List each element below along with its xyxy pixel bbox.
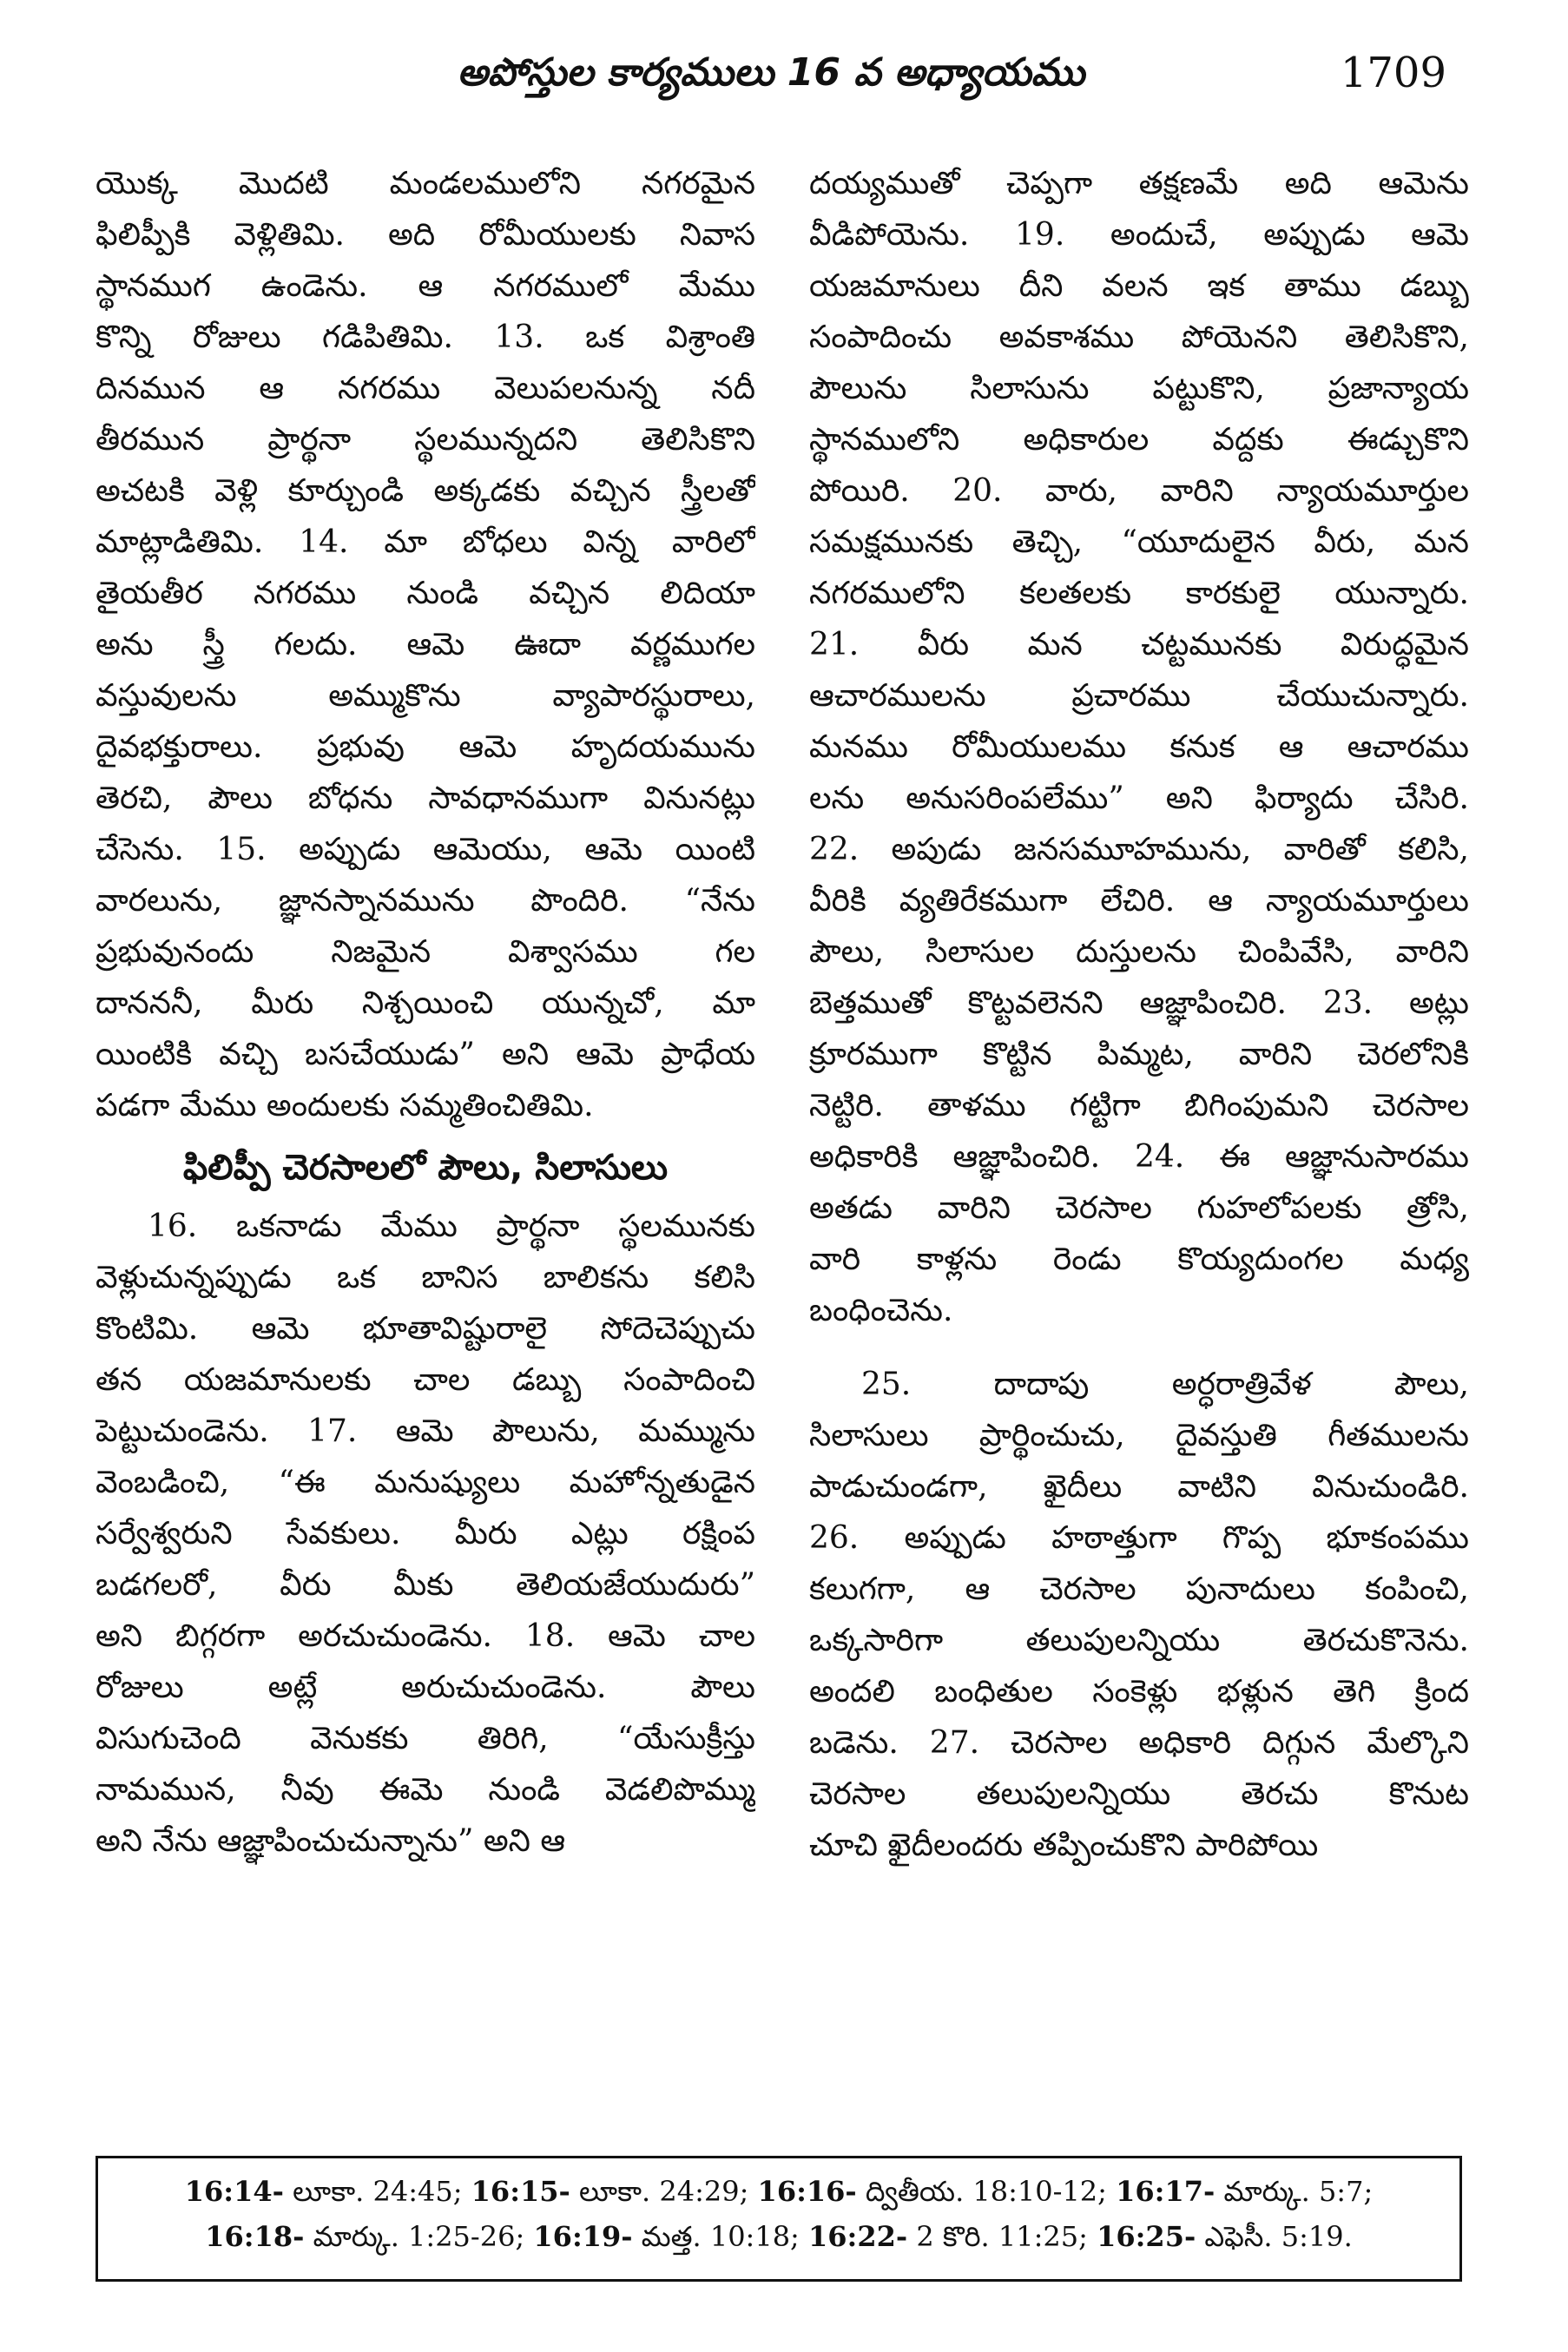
text-line: వారి కాళ్లను రెండు కొయ్యదుంగల మధ్య — [809, 1242, 1469, 1277]
text-line: అని నేను ఆజ్ఞాపించుచున్నాను” అని ఆ — [96, 1823, 566, 1859]
text-line: పోయిరి. 20. వారు, వారిని న్యాయమూర్తుల — [809, 473, 1469, 509]
text-line: వస్తువులను అమ్ముకొను వ్యాపారస్థురాలు, — [96, 678, 755, 714]
text-line: 25. దాదాపు అర్ధరాత్రివేళ పౌలు, — [861, 1367, 1469, 1402]
verse-reference: 16:14- — [184, 2175, 284, 2208]
cross-reference-citation: ఎఫెసీ. 5:19. — [1196, 2220, 1353, 2253]
text-line: యొక్క మొదటి మండలములోని నగరమైన — [96, 166, 755, 201]
cross-reference-citation: 2 కొరి. 11:25; — [907, 2220, 1097, 2253]
text-line: అను స్త్రీ గలదు. ఆమె ఊదా వర్ణముగల — [96, 627, 755, 662]
text-line: సంపాదించు అవకాశము పోయెనని తెలిసికొని, — [809, 320, 1469, 355]
cross-reference-citation: మార్కు. 5:7; — [1215, 2175, 1374, 2208]
text-line: అధికారికి ఆజ్ఞాపించిరి. 24. ఈ ఆజ్ఞానుసారము — [809, 1139, 1469, 1175]
right-text-block-1 — [809, 158, 1469, 1336]
verse-reference: 16:19- — [533, 2220, 633, 2253]
text-line: పడగా మేము అందులకు సమ్మతించితిమి. — [96, 1088, 594, 1123]
verse-reference: 16:16- — [757, 2175, 857, 2208]
text-line: తన యజమానులకు చాల డబ్బు సంపాదించి — [96, 1362, 755, 1398]
text-line: ఆచారములను ప్రచారము చేయుచున్నారు. — [809, 678, 1469, 714]
text-line: వీరికి వ్యతిరేకముగా లేచిరి. ఆ న్యాయమూర్తులు — [809, 883, 1469, 919]
text-line: వెంబడించి, “ఈ మనుష్యులు మహోన్నతుడైన — [96, 1465, 755, 1500]
text-line: ఒక్కసారిగా తలుపులన్నియు తెరచుకొనెను. — [809, 1623, 1469, 1658]
text-line: యజమానులు దీని వలన ఇక తాము డబ్బు — [809, 268, 1469, 304]
text-line: క్రూరముగా కొట్టిన పిమ్మట, వారిని చెరలోనికి — [809, 1037, 1469, 1072]
text-line: ప్రభువునందు నిజమైన విశ్వాసము గల — [96, 934, 755, 970]
text-line: అతడు వారిని చెరసాల గుహలోపలకు త్రోసి, — [809, 1190, 1469, 1226]
text-line: దినమున ఆ నగరము వెలుపలనున్న నదీ — [96, 371, 755, 406]
text-line: చెరసాల తలుపులన్నియు తెరచు కొనుట — [809, 1776, 1469, 1812]
text-line: అందలి బంధితుల సంకెళ్లు భళ్లున తెగి క్రింద — [809, 1674, 1469, 1710]
text-line: వీడిపోయెను. 19. అందుచే, అప్పుడు ఆమె — [809, 217, 1469, 253]
text-line: 21. వీరు మన చట్టమునకు విరుద్ధమైన — [809, 627, 1469, 662]
cross-reference-box — [96, 2156, 1462, 2282]
text-line: 22. అపుడు జనసమూహమును, వారితో కలిసి, — [809, 832, 1469, 867]
text-line: బడెను. 27. చెరసాల అధికారి దిగ్గున మేల్కొని — [809, 1725, 1469, 1761]
cross-reference-citation: లూకా. 24:45; — [283, 2175, 471, 2208]
text-line: చేసెను. 15. అప్పుడు ఆమెయు, ఆమె యింటి — [96, 832, 755, 867]
page-number: 1709 — [1340, 49, 1446, 97]
text-line: తెరచి, పౌలు బోధను సావధానముగా వినునట్లు — [96, 781, 755, 816]
text-line: కొంటిమి. ఆమె భూతావిష్టురాలై సోదెచెప్పుచు — [96, 1311, 755, 1347]
right-text-block-2 — [809, 1359, 1469, 1871]
text-line: అని బిగ్గరగా అరచుచుండెను. 18. ఆమె చాల — [96, 1618, 755, 1654]
text-line: కొన్ని రోజులు గడిపితిమి. 13. ఒక విశ్రాంతి — [96, 320, 755, 355]
paragraph-gap — [809, 1336, 1469, 1359]
cross-reference-citation: ద్వితీయ. 18:10-12; — [856, 2175, 1117, 2208]
text-line: సర్వేశ్వరుని సేవకులు. మీరు ఎట్లు రక్షింప — [96, 1516, 755, 1552]
text-line: అచటకి వెళ్లి కూర్చుండి అక్కడకు వచ్చిన స్త్రీలతో — [96, 473, 755, 509]
text-line: పాడుచుండగా, ఖైదీలు వాటిని వినుచుండిరి. — [809, 1469, 1469, 1505]
verse-reference: 16:25- — [1097, 2220, 1196, 2253]
text-line: నెట్టిరి. తాళము గట్టిగా బిగింపుమని చెరసాల — [809, 1088, 1469, 1123]
text-line: 16. ఒకనాడు మేము ప్రార్థనా స్థలమునకు — [148, 1209, 755, 1244]
cross-reference-citation: మత్త. 10:18; — [632, 2220, 809, 2253]
text-line: సిలాసులు ప్రార్థించుచు, దైవస్తుతి గీతములను — [809, 1418, 1469, 1453]
text-line: దయ్యముతో చెప్పగా తక్షణమే అది ఆమెను — [809, 166, 1469, 201]
cross-reference-citation: లూకా. 24:29; — [570, 2175, 758, 2208]
left-text-block-2 — [96, 1201, 755, 1867]
text-line: తైయతీర నగరము నుండి వచ్చిన లిదియా — [96, 576, 755, 611]
right-column — [809, 158, 1469, 1871]
text-line: దానననీ, మీరు నిశ్చయించి యున్నచో, మా — [96, 985, 755, 1021]
text-line: బడగలరో, వీరు మీకు తెలియజేయుదురు” — [96, 1567, 755, 1603]
text-line: మాట్లాడితిమి. 14. మా బోధలు విన్న వారిలో — [96, 524, 755, 560]
cross-reference-line-1 — [117, 2169, 1440, 2214]
verse-reference: 16:17- — [1116, 2175, 1216, 2208]
text-line: మనము రోమీయులము కనుక ఆ ఆచారము — [809, 729, 1469, 765]
verse-reference: 16:15- — [471, 2175, 570, 2208]
text-line: చూచి ఖైదీలందరు తప్పించుకొని పారిపోయి — [809, 1828, 1319, 1863]
section-heading: ఫిలిప్పీ చెరసాలలో పౌలు, సిలాసులు — [182, 1148, 669, 1188]
left-text-block-1 — [96, 158, 755, 1131]
text-line: వెళ్లుచున్నప్పుడు ఒక బానిస బాలికను కలిసి — [96, 1260, 755, 1295]
text-line: పౌలును సిలాసును పట్టుకొని, ప్రజాన్యాయ — [809, 371, 1469, 406]
text-line: పౌలు, సిలాసుల దుస్తులను చింపివేసి, వారిని — [809, 934, 1469, 970]
text-line: బెత్తముతో కొట్టవలెనని ఆజ్ఞాపించిరి. 23. అట్లు — [809, 985, 1469, 1021]
chapter-title: అపోస్తుల కార్యములు 16 వ అధ్యాయము — [457, 50, 1085, 95]
text-line: సమక్షమునకు తెచ్చి, “యూదులైన వీరు, మన — [809, 524, 1469, 560]
text-line: కలుగగా, ఆ చెరసాల పునాదులు కంపించి, — [809, 1571, 1469, 1607]
cross-reference-line-2 — [117, 2214, 1440, 2259]
text-line: తీరమున ప్రార్థనా స్థలమున్నదని తెలిసికొని — [96, 422, 755, 458]
verse-reference: 16:22- — [808, 2220, 908, 2253]
text-line: లను అనుసరింపలేము” అని ఫిర్యాదు చేసిరి. — [809, 781, 1469, 816]
text-line: స్థానముగ ఉండెను. ఆ నగరములో మేము — [96, 268, 755, 304]
verse-reference: 16:18- — [205, 2220, 305, 2253]
text-line: 26. అప్పుడు హఠాత్తుగా గొప్ప భూకంపము — [809, 1520, 1469, 1556]
text-line: దైవభక్తురాలు. ప్రభువు ఆమె హృదయమును — [96, 729, 755, 765]
text-line: రోజులు అట్లే అరుచుచుండెను. పౌలు — [96, 1670, 755, 1705]
text-line: యింటికి వచ్చి బసచేయుడు” అని ఆమె ప్రాధేయ — [96, 1037, 755, 1072]
cross-reference-citation: మార్కు. 1:25-26; — [304, 2220, 534, 2253]
text-line: వారలును, జ్ఞానస్నానమును పొందిరి. “నేను — [96, 883, 755, 919]
text-line: విసుగుచెంది వెనుకకు తిరిగి, “యేసుక్రీస్తు — [96, 1721, 755, 1756]
text-line: ఫిలిప్పీకి వెళ్లితిమి. అది రోమీయులకు నివాస — [96, 217, 755, 253]
text-line: స్థానములోని అధికారుల వద్దకు ఈడ్చుకొని — [809, 422, 1469, 458]
text-line: నగరములోని కలతలకు కారకులై యున్నారు. — [809, 576, 1469, 611]
text-line: బంధించెను. — [809, 1293, 953, 1328]
running-head — [96, 38, 1446, 108]
text-line: నామమున, నీవు ఈమె నుండి వెడలిపొమ్ము — [96, 1772, 755, 1808]
left-column — [96, 158, 755, 1867]
text-line: పెట్టుచుండెను. 17. ఆమె పౌలును, మమ్మును — [96, 1413, 755, 1449]
